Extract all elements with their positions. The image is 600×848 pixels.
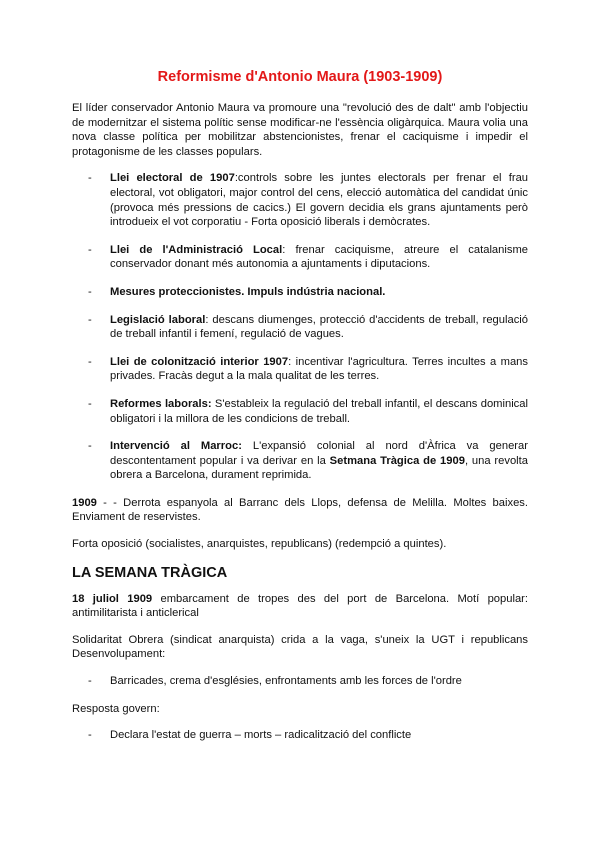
- solidaritat-paragraph: Solidaritat Obrera (sindicat anarquista) crida a la vaga, s'uneix la UGT i republicans Desenvolupament:: [72, 633, 528, 661]
- dash-marker: -: [88, 313, 92, 326]
- item-text: L'expansió colonial al nord d'Àfrica va generar descontentament popular i va derivar en la: [110, 440, 528, 467]
- list-item: [72, 674, 528, 689]
- list-item: [72, 171, 528, 229]
- list-item: [72, 439, 528, 483]
- item-text: Barricades, crema d'esglésies, enfrontaments amb les forces de l'ordre: [110, 675, 462, 688]
- list-item: [72, 243, 528, 272]
- dash-marker: -: [88, 729, 92, 742]
- development-list: [72, 674, 528, 689]
- item-heading: Llei electoral de 1907: [110, 172, 235, 185]
- item-text: Declara l'estat de guerra – morts – radicalització del conflicte: [110, 729, 412, 742]
- item-heading: Llei de colonització interior 1907: [110, 355, 289, 368]
- list-item: [72, 313, 528, 342]
- reform-list: [72, 171, 528, 483]
- item-heading: Reformes laborals:: [110, 397, 212, 410]
- dash-marker: -: [88, 172, 92, 185]
- intro-paragraph: El líder conservador Antonio Maura va promoure una "revolució des de dalt" amb l'objectiu de modernitzar el sistema polític sense modificar-ne l'essència oligàrquica. Maura volia una nova classe política per mobilitzar abstencionistes, frenar el caciquisme i impedir el protagonisme de les classes populars.: [72, 102, 528, 158]
- item-text: S'estableix la regulació del treball infantil, el descans dominical obligatori i la millora de les condicions de treball.: [110, 397, 528, 425]
- list-item: [72, 397, 528, 426]
- document-page: [72, 68, 528, 756]
- item-heading: Llei de l'Administració Local: [110, 243, 283, 256]
- item-heading: Intervenció al Marroc:: [110, 440, 242, 453]
- dash-marker: -: [88, 355, 92, 368]
- opposition-paragraph: Forta oposició (socialistes, anarquistes, republicans) (redempció a quintes).: [72, 538, 447, 551]
- dash-marker: -: [88, 397, 92, 410]
- list-item: [72, 285, 528, 300]
- dash-marker: -: [88, 243, 92, 256]
- item-emphasis: Setmana Tràgica de 1909: [329, 454, 465, 467]
- item-text: : descans diumenges, protecció d'accidents de treball, regulació de treball infantil i femení, regulació de vagues.: [110, 313, 528, 341]
- response-label: Resposta govern:: [72, 702, 160, 715]
- list-item: [72, 728, 528, 743]
- item-text: :controls sobre les juntes electorals per frenar el frau electoral, vot obligatori, major control del cens, elecció automàtica del candidat únic (provoca més pressions de cacics.) El govern decidia els grans ajuntaments però introdueix el vot corporatiu - Forta oposició liberals i demòcrates.: [110, 172, 529, 229]
- year-label: 1909: [72, 496, 97, 509]
- item-text: : frenar caciquisme, atreure el catalanisme conservador donant més autonomia a ajuntaments i diputacions.: [110, 243, 528, 271]
- section-title: LA SEMANA TRÀGICA: [72, 564, 228, 581]
- item-heading: Legislació laboral: [110, 313, 206, 326]
- date-label: 18 juliol 1909: [72, 592, 153, 605]
- list-item: [72, 355, 528, 384]
- dash-marker: -: [88, 675, 92, 688]
- page-title: Reformisme d'Antonio Maura (1903-1909): [157, 69, 443, 85]
- item-heading: Mesures proteccionistes. Impuls indústria nacional.: [110, 285, 386, 298]
- item-text: : incentivar l'agricultura. Terres incultes a mans privades. Fracàs degut a la mala qualitat de les terres.: [110, 355, 528, 383]
- date-text: embarcament de tropes des del port de Barcelona. Motí popular: antimilitarista i anticlerical: [72, 592, 528, 620]
- year-1909-paragraph: [72, 496, 528, 525]
- date-paragraph: [72, 592, 528, 621]
- year-text: - - Derrota espanyola al Barranc dels Llops, defensa de Melilla. Moltes baixes. Enviament de reservistes.: [72, 496, 528, 524]
- item-text-continued: , una revolta obrera a Barcelona, durament reprimida.: [110, 454, 528, 482]
- response-list: [72, 728, 528, 743]
- dash-marker: -: [88, 440, 92, 453]
- dash-marker: -: [88, 285, 92, 298]
